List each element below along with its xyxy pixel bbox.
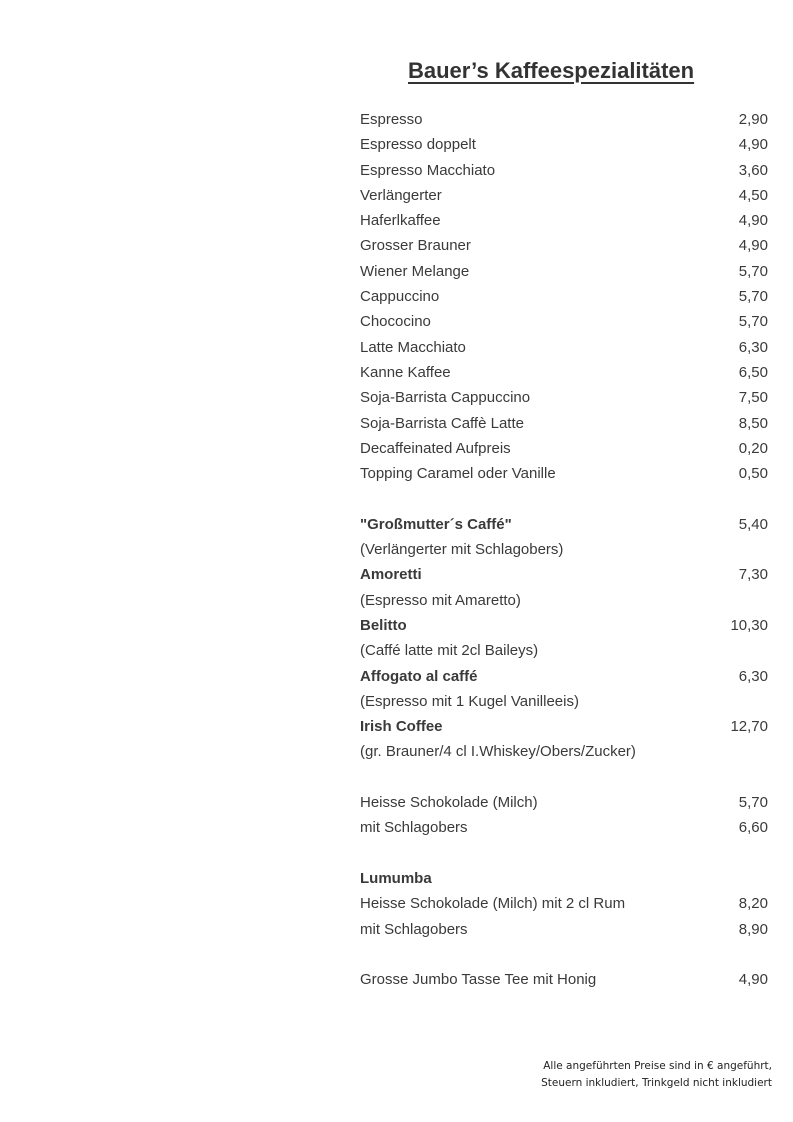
menu-item [360, 891, 768, 916]
menu-item [360, 183, 768, 208]
menu-item-name: Grosser Brauner [360, 237, 471, 255]
menu-item-price: 8,50 [738, 414, 768, 432]
menu-item-name: mit Schlagobers [360, 819, 468, 837]
menu-item [360, 158, 768, 183]
menu-item-price: 3,60 [738, 161, 768, 179]
section-spacer [360, 841, 768, 866]
menu-item-name: (Verlängerter mit Schlagobers) [360, 541, 564, 559]
price-note [520, 1058, 772, 1092]
section-spacer [360, 942, 768, 967]
menu-item [360, 284, 768, 309]
menu-item-price: 8,90 [738, 920, 768, 938]
menu-item [360, 132, 768, 157]
menu-item [360, 714, 768, 739]
menu-item-name: (Caffé latte mit 2cl Baileys) [360, 642, 539, 660]
menu-item-price: 4,90 [738, 136, 768, 154]
menu-item-name: (Espresso mit 1 Kugel Vanilleeis) [360, 692, 579, 710]
menu-item-price: 5,70 [738, 794, 768, 812]
menu-item-price: 5,70 [738, 262, 768, 280]
menu-item-name: Haferlkaffee [360, 212, 441, 230]
menu-item-name: Heisse Schokolade (Milch) [360, 794, 538, 812]
menu-item-name: Amoretti [360, 566, 422, 584]
menu-item-name: Chococino [360, 313, 431, 331]
menu-item [360, 107, 768, 132]
menu-item [360, 689, 768, 714]
menu-item-name: mit Schlagobers [360, 920, 468, 938]
menu-item [360, 537, 768, 562]
menu-item-name: (gr. Brauner/4 cl I.Whiskey/Obers/Zucker) [360, 743, 636, 761]
menu-item-price: 4,50 [738, 186, 768, 204]
menu-item-name: "Großmutter´s Caffé" [360, 515, 512, 533]
menu-item [360, 436, 768, 461]
menu-item-name: Grosse Jumbo Tasse Tee mit Honig [360, 971, 597, 989]
menu-item-price: 6,60 [738, 819, 768, 837]
menu-item [360, 790, 768, 815]
menu-item-name: (Espresso mit Amaretto) [360, 591, 521, 609]
menu-item [360, 360, 768, 385]
menu-item [360, 613, 768, 638]
menu-item-name: Irish Coffee [360, 718, 443, 736]
menu-item [360, 411, 768, 436]
menu-item-price: 7,30 [738, 566, 768, 584]
menu-item-name: Latte Macchiato [360, 338, 466, 356]
menu-item-name: Decaffeinated Aufpreis [360, 439, 511, 457]
menu-item [360, 638, 768, 663]
menu-item-price: 5,70 [738, 313, 768, 331]
menu-item-price: 5,40 [738, 515, 768, 533]
page-title: Bauer’s Kaffeespezialitäten [408, 58, 695, 83]
menu-item-price: 5,70 [738, 288, 768, 306]
menu-item-price: 10,30 [730, 616, 768, 634]
menu-item-name: Affogato al caffé [360, 667, 478, 685]
menu-item [360, 385, 768, 410]
menu-item-name: Kanne Kaffee [360, 363, 451, 381]
menu-item-name: Topping Caramel oder Vanille [360, 465, 556, 483]
menu-item-price: 6,30 [738, 338, 768, 356]
menu-item-price: 2,90 [738, 111, 768, 128]
section-spacer [360, 486, 768, 511]
menu-item [360, 917, 768, 942]
menu-item [360, 866, 768, 891]
menu-item-name: Soja-Barrista Caffè Latte [360, 414, 524, 432]
menu-item [360, 967, 768, 992]
menu-item [360, 739, 768, 764]
menu-item-name: Espresso doppelt [360, 136, 476, 154]
menu-item-price: 8,20 [738, 895, 768, 913]
menu-item [360, 461, 768, 486]
menu-item-name: Cappuccino [360, 288, 440, 306]
menu-item-price: 12,70 [730, 718, 768, 736]
menu-item-name: Heisse Schokolade (Milch) mit 2 cl Rum [360, 895, 626, 913]
menu-item-price: 0,20 [738, 439, 768, 457]
menu-item-name: Espresso Macchiato [360, 161, 496, 179]
menu-item-name: Verlängerter [360, 186, 442, 204]
menu-item [360, 309, 768, 334]
menu-item [360, 664, 768, 689]
price-note-line-1: Alle angeführten Preise sind in € angeführt, [543, 1060, 772, 1072]
menu-item-price: 7,50 [738, 389, 768, 407]
price-list [360, 107, 768, 992]
menu-item [360, 512, 768, 537]
menu-item-price: 4,90 [738, 971, 768, 989]
menu-item-name: Soja-Barrista Cappuccino [360, 389, 531, 407]
menu-item [360, 562, 768, 587]
menu-item [360, 259, 768, 284]
menu-item-name: Lumumba [360, 869, 432, 887]
menu-item [360, 815, 768, 840]
menu-item-price: 6,30 [738, 667, 768, 685]
menu-item-price: 4,90 [738, 212, 768, 230]
menu-item [360, 588, 768, 613]
menu-item-price: 6,50 [738, 363, 768, 381]
price-note-line-2: Steuern inkludiert, Trinkgeld nicht inkludiert [541, 1077, 772, 1089]
menu-item [360, 208, 768, 233]
menu-item-price: 4,90 [738, 237, 768, 255]
menu-item [360, 335, 768, 360]
menu-item-name: Wiener Melange [360, 262, 470, 280]
menu-item-name: Belitto [360, 616, 407, 634]
menu-item-name: Espresso [360, 111, 423, 128]
menu-item-price: 0,50 [738, 465, 768, 483]
menu-item [360, 233, 768, 258]
section-spacer [360, 765, 768, 790]
